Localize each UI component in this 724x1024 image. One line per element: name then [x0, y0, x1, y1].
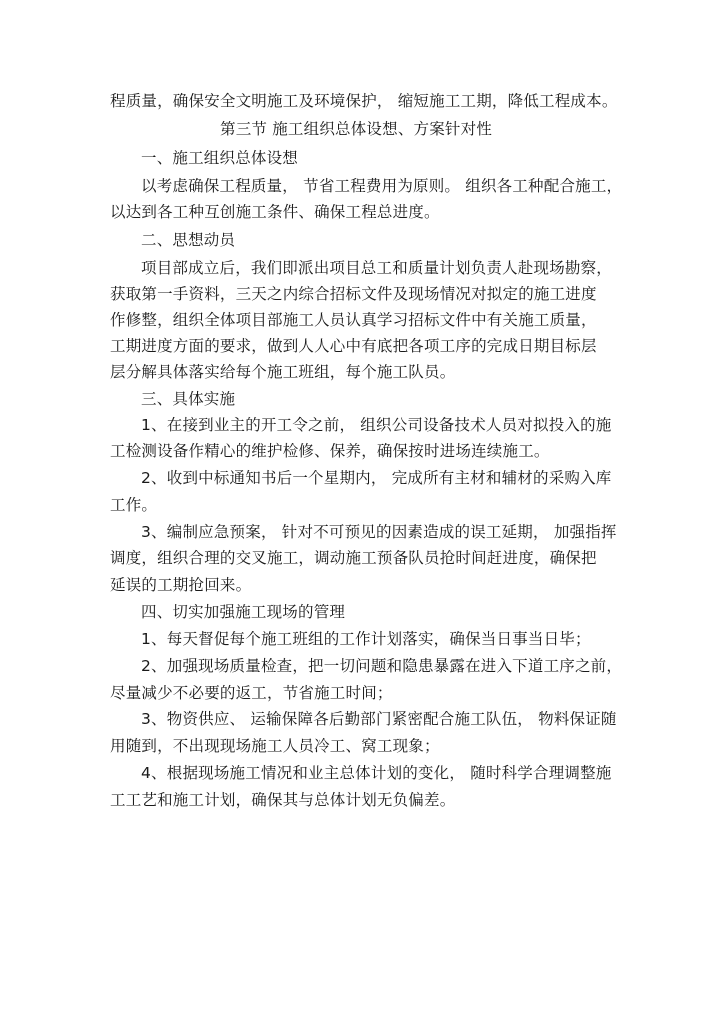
paragraph-line: 获取第一手资料，三天之内综合招标文件及现场情况对拟定的施工进度: [110, 285, 597, 303]
paragraph-line: 工期进度方面的要求，做到人人心中有底把各项工序的完成日期目标层: [110, 337, 597, 355]
heading-3: 三、具体实施: [141, 390, 236, 408]
paragraph-line: 2、加强现场质量检查，把一切问题和隐患暴露在进入下道工序之前，: [141, 657, 623, 675]
paragraph-line: 工作。: [110, 496, 158, 514]
paragraph-line: 2、收到中标通知书后一个星期内， 完成所有主材和辅材的采购入库: [141, 469, 612, 487]
paragraph-line: 3、编制应急预案， 针对不可预见的因素造成的误工延期， 加强指挥: [141, 523, 617, 541]
paragraph-line: 以考虑确保工程质量， 节省工程费用为原则。 组织各工种配合施工，: [141, 177, 623, 195]
paragraph-line: 工工艺和施工计划，确保其与总体计划无负偏差。: [110, 791, 456, 809]
paragraph-line: 作修整，组织全体项目部施工人员认真学习招标文件中有关施工质量，: [110, 311, 597, 329]
paragraph-line: 3、物资供应、 运输保障各后勤部门紧密配合施工队伍， 物料保证随: [141, 710, 617, 728]
paragraph-line: 尽量减少不必要的返工，节省施工时间；: [110, 684, 393, 702]
paragraph-line: 项目部成立后，我们即派出项目总工和质量计划负责人赴现场勘察，: [141, 259, 613, 277]
paragraph-line: 工检测设备作精心的维护检修、保养，确保按时进场连续施工。: [110, 442, 550, 460]
heading-2: 二、思想动员: [141, 231, 236, 249]
paragraph-line: 4、根据现场施工情况和业主总体计划的变化， 随时科学合理调整施: [141, 764, 612, 782]
paragraph-line: 1、在接到业主的开工令之前， 组织公司设备技术人员对拟投入的施: [141, 416, 612, 434]
paragraph-line: 调度，组织合理的交叉施工，调动施工预备队员抢时间赶进度，确保把: [110, 549, 597, 567]
paragraph-line: 层分解具体落实给每个施工班组，每个施工队员。: [110, 363, 456, 381]
paragraph-line: 程质量，确保安全文明施工及环境保护， 缩短施工工期，降低工程成本。: [110, 92, 618, 110]
paragraph-line: 1、每天督促每个施工班组的工作计划落实，确保当日事当日毕；: [141, 630, 591, 648]
paragraph-line: 用随到，不出现现场施工人员冷工、窝工现象；: [110, 737, 440, 755]
paragraph-line: 延误的工期抢回来。: [110, 576, 252, 594]
heading-4: 四、切实加强施工现场的管理: [141, 603, 346, 621]
section-title: 第三节 施工组织总体设想、方案针对性: [220, 120, 493, 138]
heading-1: 一、施工组织总体设想: [141, 149, 299, 167]
paragraph-line: 以达到各工种互创施工条件、确保工程总进度。: [110, 203, 440, 221]
